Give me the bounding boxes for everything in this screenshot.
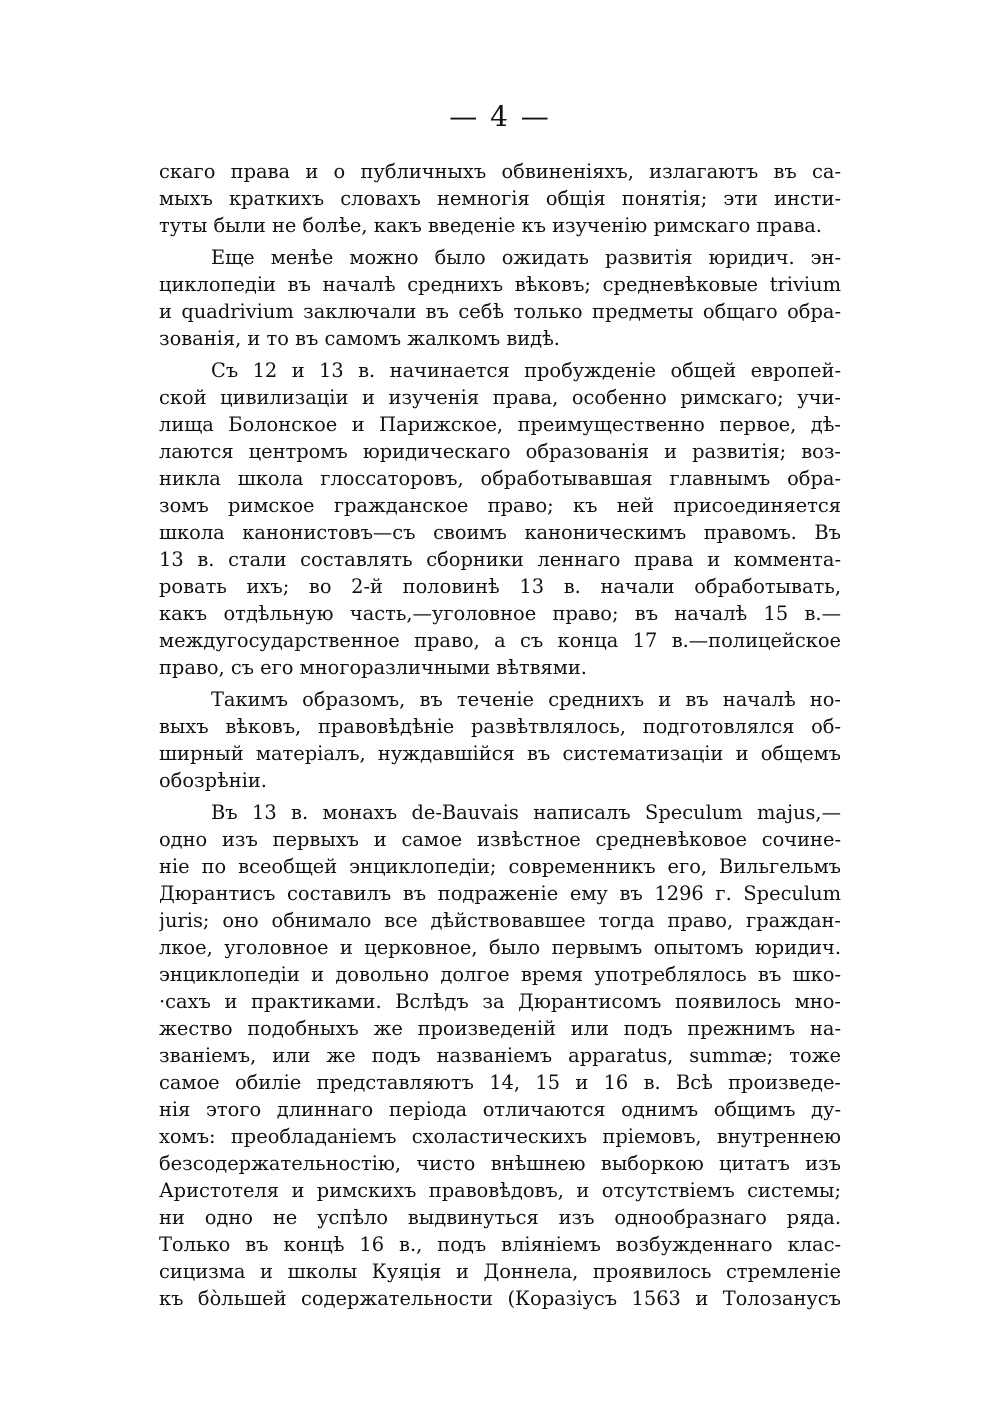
text-line: ніе по всеобщей энциклопедіи; современникъ его, Вильгельмъ [159, 855, 841, 878]
text-line: лища Болонское и Парижское, преимущественно первое, дѣ- [159, 413, 841, 436]
text-line: лаются центромъ юридическаго образованія и развитія; воз- [159, 440, 841, 463]
text-line: какъ отдѣльную часть,—уголовное право; въ началѣ 15 в.— [159, 602, 841, 625]
paragraph [159, 158, 841, 239]
text-line: Только въ концѣ 16 в., подъ вліяніемъ возбужденнаго клас- [159, 1233, 841, 1256]
text-line: ·сахъ и практиками. Вслѣдъ за Дюрантисомъ появилось мно- [159, 990, 841, 1013]
text-line: къ бо̀льшей содержательности (Коразіусъ 1563 и Толозанусъ [159, 1287, 841, 1310]
text-line: Аристотеля и римскихъ правовѣдовъ, и отсутствіемъ системы; [159, 1179, 841, 1202]
paragraph [159, 244, 841, 352]
text-line: никла школа глоссаторовъ, обработывавшая главнымъ обра- [159, 467, 841, 490]
text-line: 13 в. стали составлять сборники леннаго права и коммента- [159, 548, 841, 571]
text-line: Въ 13 в. монахъ de-Bauvais написалъ Speculum majus,— [211, 801, 841, 824]
text-line: туты были не болѣе, какъ введеніе къ изученію римскаго права. [159, 214, 822, 237]
text-line: скаго права и о публичныхъ обвиненіяхъ, излагаютъ въ са- [159, 160, 841, 183]
text-line: Дюрантисъ составилъ въ подраженіе ему въ 1296 г. Speculum [159, 882, 841, 905]
text-line: ни одно не успѣло выдвинуться изъ однообразнаго ряда. [159, 1206, 841, 1229]
text-line: безсодержательностію, чисто внѣшнею выборкою цитатъ изъ [159, 1152, 841, 1175]
text-line: званіемъ, или же подъ названіемъ apparatus, summæ; тоже [159, 1044, 841, 1067]
text-line: самое обиліе представляютъ 14, 15 и 16 в. Всѣ произведе- [159, 1071, 841, 1094]
paragraph [159, 799, 841, 1312]
text-line: сицизма и школы Куяція и Доннела, проявилось стремленіе [159, 1260, 841, 1283]
text-line: школа канонистовъ—съ своимъ каноническимъ правомъ. Въ [159, 521, 841, 544]
text-line: жество подобныхъ же произведеній или подъ прежнимъ на- [159, 1017, 841, 1040]
text-line: выхъ вѣковъ, правовѣдѣніе развѣтвлялось, подготовлялся об- [159, 715, 841, 738]
text-line: нія этого длиннаго періода отличаются однимъ общимъ ду- [159, 1098, 841, 1121]
text-line: циклопедіи въ началѣ среднихъ вѣковъ; средневѣковые trivium [159, 273, 841, 296]
body-text [159, 158, 841, 1312]
text-line: ширный матеріалъ, нуждавшійся въ систематизаціи и общемъ [159, 742, 841, 765]
text-line: обозрѣніи. [159, 769, 267, 792]
paragraph [159, 686, 841, 794]
text-line: Еще менѣе можно было ожидать развитія юридич. эн- [211, 246, 841, 269]
text-line: juris; оно обнимало все дѣйствовавшее тогда право, граждан- [159, 909, 841, 932]
text-line: Съ 12 и 13 в. начинается пробужденіе общей европей- [211, 359, 841, 382]
text-line: ровать ихъ; во 2-й половинѣ 13 в. начали обработывать, [159, 575, 841, 598]
page-number: — 4 — [449, 100, 551, 133]
paragraph [159, 357, 841, 681]
text-line: хомъ: преобладаніемъ схоластическихъ пріемовъ, внутреннею [159, 1125, 841, 1148]
text-line: одно изъ первыхъ и самое извѣстное средневѣковое сочине- [159, 828, 841, 851]
text-line: мыхъ краткихъ словахъ немногія общія понятія; эти инсти- [159, 187, 841, 210]
text-line: лкое, уголовное и церковное, было первымъ опытомъ юридич. [159, 936, 841, 959]
text-line: Такимъ образомъ, въ теченіе среднихъ и въ началѣ но- [211, 688, 841, 711]
text-line: энциклопедіи и довольно долгое время употреблялось въ шко- [159, 963, 841, 986]
text-line: и quadrivium заключали въ себѣ только предметы общаго обра- [159, 300, 841, 323]
text-line: зомъ римское гражданское право; къ ней присоединяется [159, 494, 841, 517]
text-line: междугосударственное право, а съ конца 17 в.—полицейское [159, 629, 841, 652]
text-line: ской цивилизаціи и изученія права, особенно римскаго; учи- [159, 386, 841, 409]
text-line: право, съ его многоразличными вѣтвями. [159, 656, 587, 679]
text-line: зованія, и то въ самомъ жалкомъ видѣ. [159, 327, 560, 350]
